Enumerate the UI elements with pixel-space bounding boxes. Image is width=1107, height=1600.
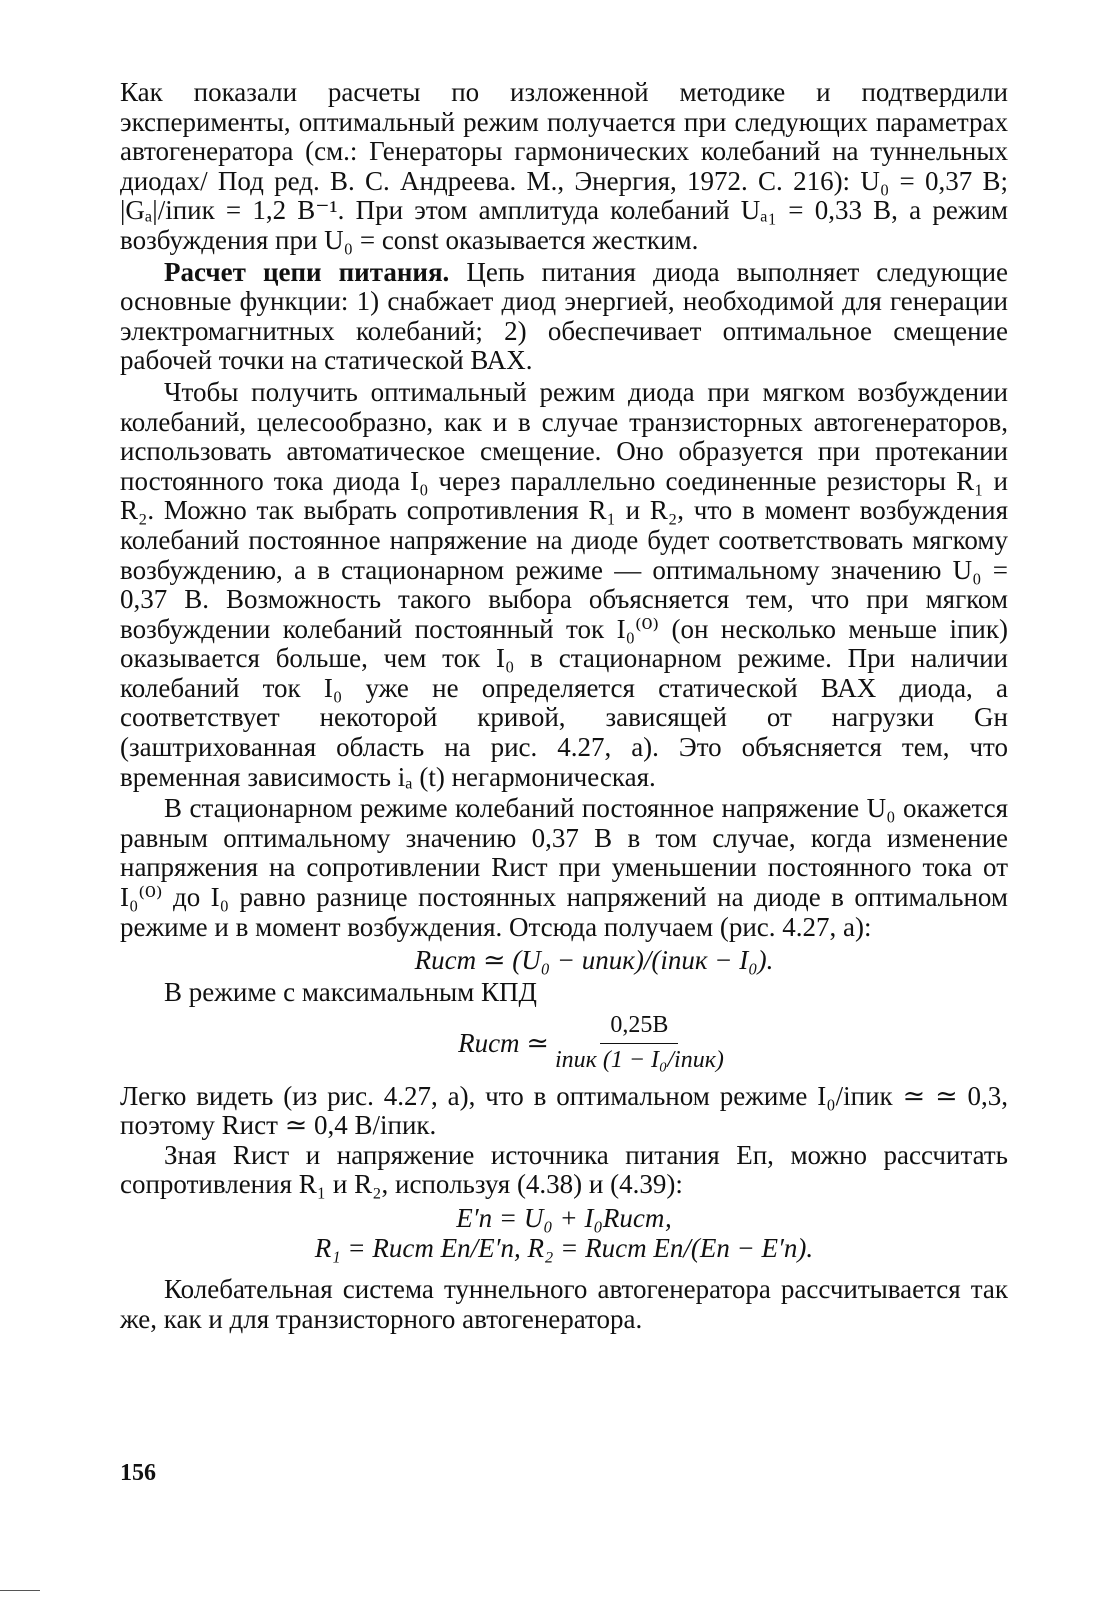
paragraph-stationary-mode: В стационарном режиме колебаний постоянное напряжение U₀ окажется равным оптимальному значению 0,37 В в том случае, когда изменение напряжения на сопротивлении Rист при уменьшении постоянного тока от I₀⁽⁰⁾ до I₀ равно разнице постоянных напряжений на диоде в оптимальном режиме и в момент возбуждения. Отсюда получаем (рис. 4.27, а): [120, 793, 1008, 942]
paragraph-soft-excitation: Чтобы получить оптимальный режим диода при мягком возбуждении колебаний, целесообразно, как и в случае транзисторных автогенераторов, использовать автоматическое смещение. Оно образуется при протекании постоянного тока диода I₀ через параллельно соединенные резисторы R₁ и R₂. Можно так выбрать сопротивления R₁ и R₂, что в момент возбуждения колебаний постоянное напряжение на диоде будет соответствовать мягкому возбуждению, а в стационарном режиме — оптимальному значению U₀ = 0,37 В. Возможность такого выбора объясняется тем, что при мягком возбуждении колебаний постоянный ток I₀⁽⁰⁾ (он несколько меньше iпик) оказывается больше, чем ток I₀ в стационарном режиме. При наличии колебаний ток I₀ уже не определяется статической ВАХ диода, а соответствует некоторой кривой, зависящей от нагрузки Gн (заштрихованная область на рис. 4.27, а). Это объясняется тем, что временная зависимость iₐ (t) негармоническая. [120, 376, 1008, 792]
paragraph-power-circuit [120, 258, 1008, 376]
formula-r1-r2: R₁ = Rист Eп/E′п, R₂ = Rист Eп/(Eп − E′п). [314, 1232, 814, 1263]
formula-e-prime: E′п = U₀ + I₀Rист, [456, 1202, 672, 1233]
section-heading: Расчет цепи питания. [164, 256, 450, 287]
paragraph-power-circuit-text: Цепь питания диода выполняет следующие основные функции: 1) снабжает диод энергией, необходимой для генерации электромагнитных колебаний; 2) обеспечивает оптимальное смещение рабочей точки на статической ВАХ. [120, 256, 1008, 376]
fraction [555, 1011, 724, 1075]
body-text [120, 78, 1008, 1334]
paragraph-oscillating-system: Колебательная система туннельного автогенератора рассчитывается так же, как и для транзисторного автогенератора. [120, 1274, 1008, 1334]
fraction-denominator: iпик (1 − I₀/iпик) [554, 1047, 724, 1073]
paragraph-optimal-ratio: Легко видеть (из рис. 4.27, а), что в оптимальном режиме I₀/iпик ≃ ≃ 0,3, поэтому Rист ≃ 0,4 В/iпик. [120, 1080, 1008, 1141]
paragraph-intro: Как показали расчеты по изложенной методике и подтвердили эксперименты, оптимальный режим получается при следующих параметрах автогенератора (см.: Генераторы гармонических колебаний на туннельных диодах/ Под ред. В. С. Андреева. М., Энергия, 1972. С. 216): U₀ = 0,37 В; |Gₐ|/iпик = 1,2 В⁻¹. При этом амплитуда колебаний Uₐ₁ = 0,33 В, а режим возбуждения при U₀ = const оказывается жестким. [120, 77, 1008, 255]
paragraph-supply-voltage: Зная Rист и напряжение источника питания Eп, можно рассчитать сопротивления R₁ и R₂, используя (4.38) и (4.39): [120, 1139, 1008, 1200]
formula-r-max-efficiency [120, 1011, 1008, 1075]
fraction-numerator: 0,25В [600, 1011, 678, 1044]
page-number: 156 [120, 1460, 156, 1486]
page-edge-line [0, 1590, 40, 1591]
formula-r-source: Rист ≃ (U₀ − uпик)/(iпик − I₀). [414, 945, 774, 976]
paragraph-max-efficiency: В режиме с максимальным КПД [164, 976, 537, 1007]
formula-lhs: Rист ≃ [458, 1027, 549, 1058]
